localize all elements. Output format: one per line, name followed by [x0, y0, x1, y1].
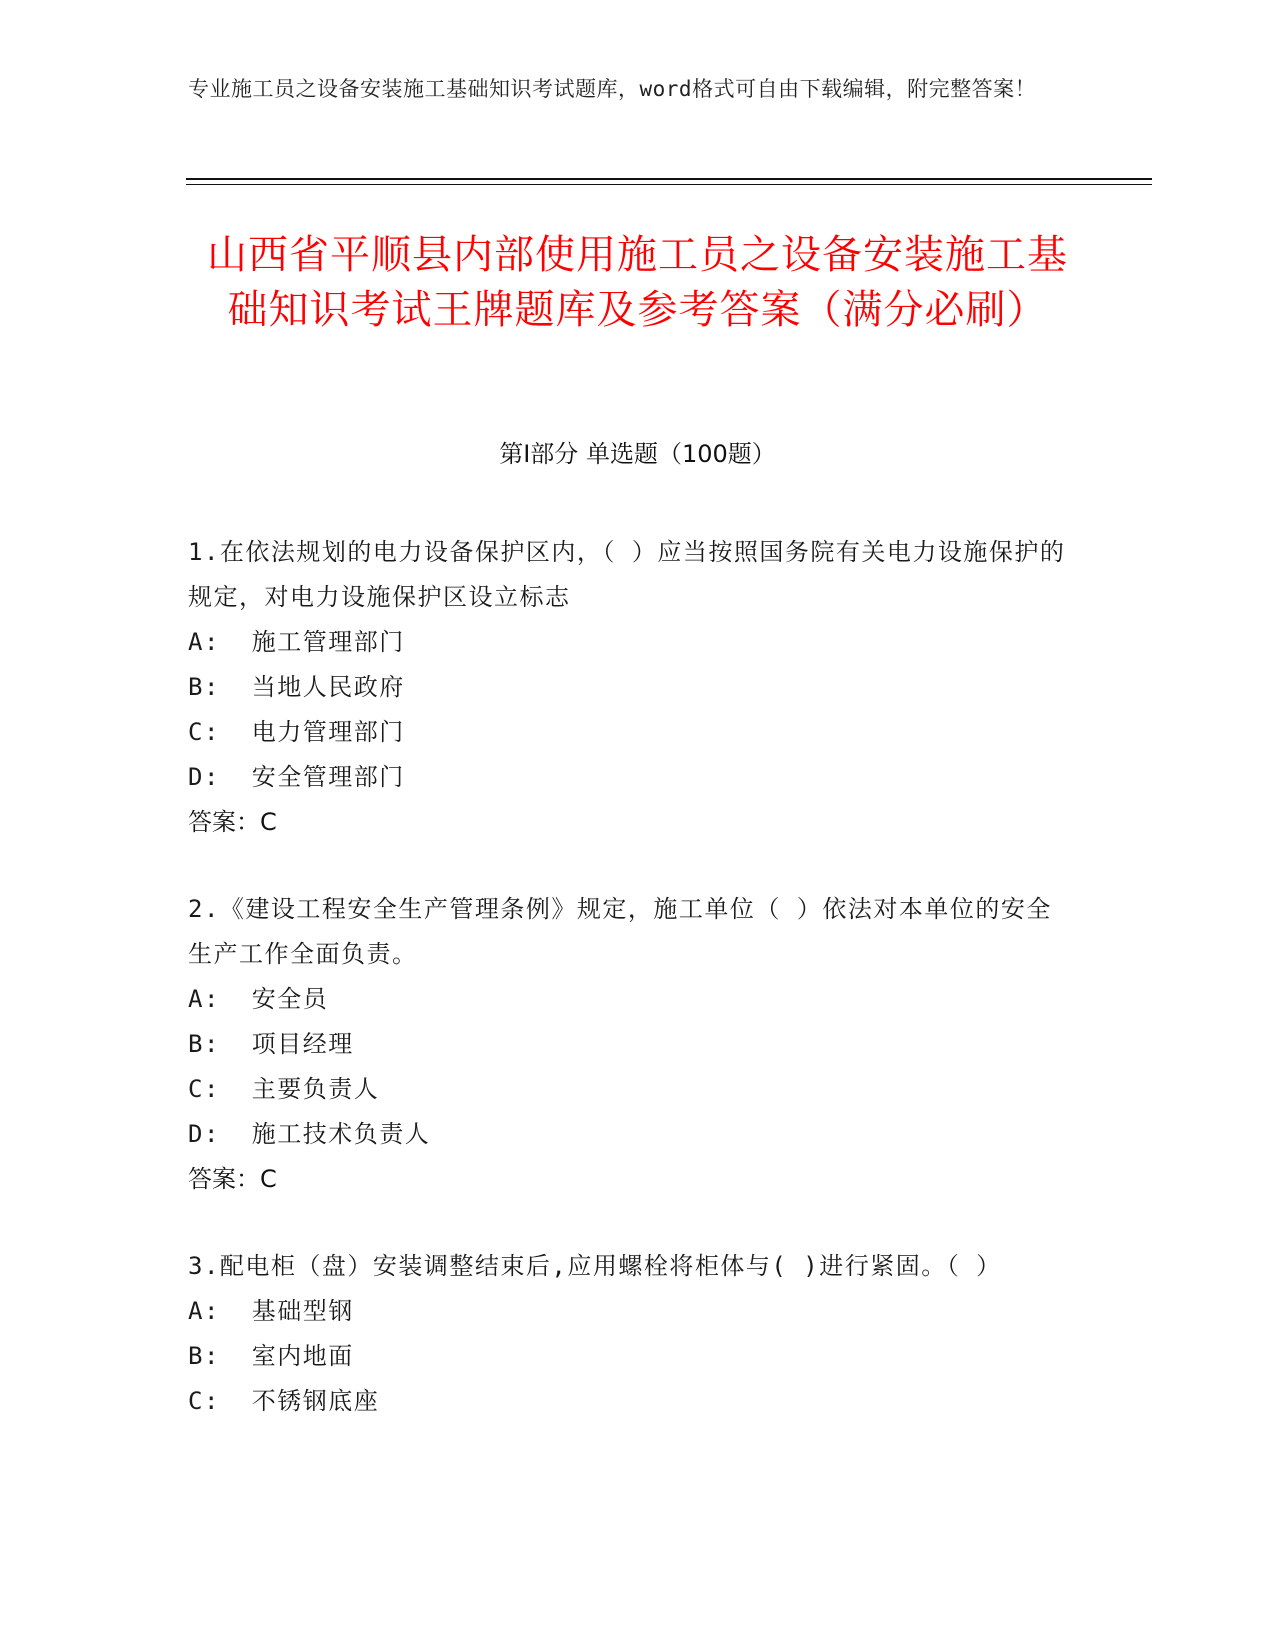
option-b: B: 当地人民政府 — [188, 673, 405, 701]
option-c: C: 电力管理部门 — [188, 718, 405, 746]
header-rule-thick — [186, 178, 1152, 180]
header-rule-thin — [186, 184, 1152, 185]
option-a: A: 施工管理部门 — [188, 628, 405, 656]
option-a: A: 安全员 — [188, 985, 329, 1013]
section-title: 第Ⅰ部分 单选题（100题） — [499, 440, 776, 468]
option-c: C: 不锈钢底座 — [188, 1387, 380, 1415]
option-d: D: 安全管理部门 — [188, 763, 405, 791]
answer-line: 答案：C — [188, 808, 277, 836]
option-b: B: 项目经理 — [188, 1030, 354, 1058]
question-1 — [188, 530, 1068, 845]
option-c: C: 主要负责人 — [188, 1075, 380, 1103]
question-3 — [188, 1244, 1068, 1424]
question-stem: 2.《建设工程安全生产管理条例》规定，施工单位（ ）依法对本单位的安全生产工作全面负责。 — [188, 895, 1052, 968]
option-a: A: 基础型钢 — [188, 1297, 354, 1325]
document-title: 山西省平顺县内部使用施工员之设备安装施工基础知识考试王牌题库及参考答案（满分必刷） — [207, 232, 1068, 333]
option-b: B: 室内地面 — [188, 1342, 354, 1370]
answer-line: 答案：C — [188, 1165, 277, 1193]
header-note: 专业施工员之设备安装施工基础知识考试题库，word格式可自由下载编辑，附完整答案！ — [188, 77, 1037, 101]
question-stem: 1.在依法规划的电力设备保护区内，（ ）应当按照国务院有关电力设施保护的规定，对电力设施保护区设立标志 — [188, 538, 1066, 611]
question-2 — [188, 887, 1068, 1202]
question-stem: 3.配电柜（盘）安装调整结束后,应用螺栓将柜体与( )进行紧固。（ ） — [188, 1252, 1002, 1280]
option-d: D: 施工技术负责人 — [188, 1120, 431, 1148]
question-list — [188, 530, 1068, 1466]
